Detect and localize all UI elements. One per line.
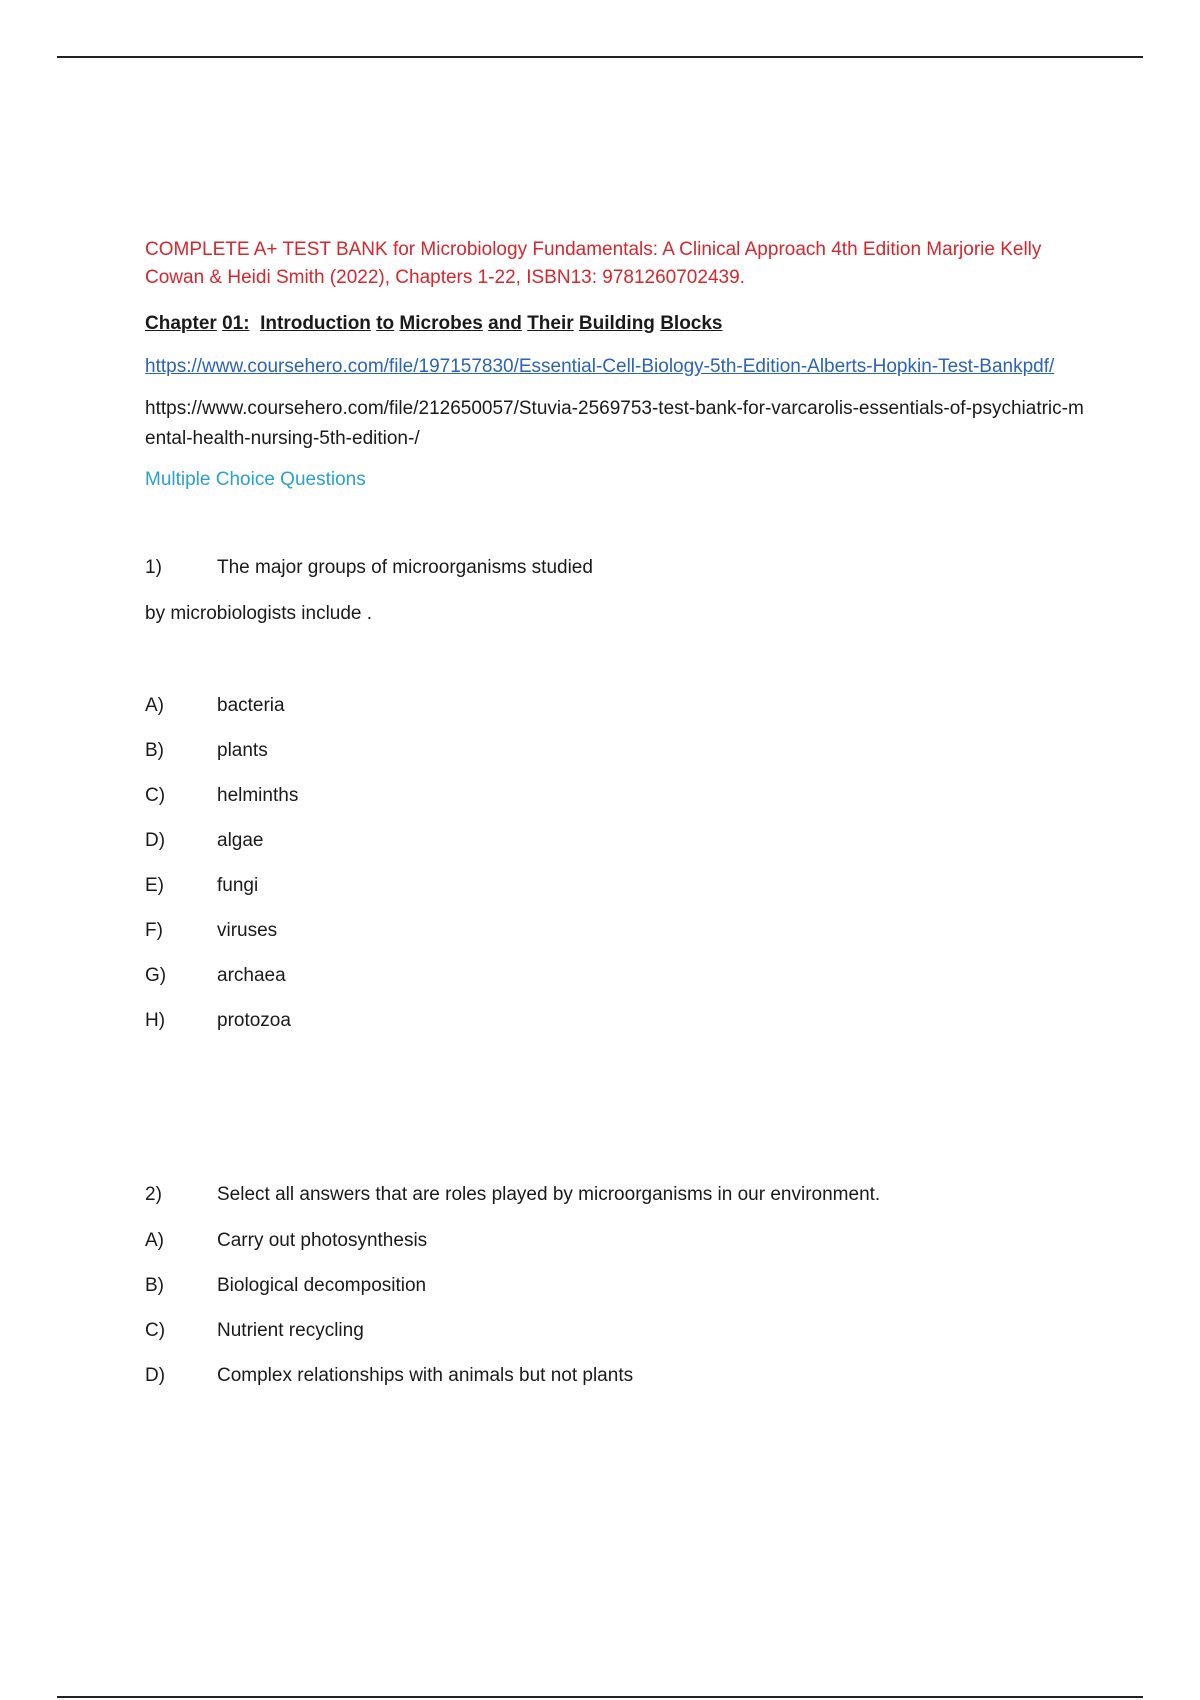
question-number: 1) [145, 557, 162, 578]
option-label: A) [145, 1230, 164, 1251]
option-text: archaea [217, 965, 286, 986]
option-row [145, 1362, 1085, 1390]
chapter-word: Blocks [660, 313, 723, 334]
chapter-word: Microbes [399, 313, 483, 334]
option-row [145, 1007, 1085, 1035]
option-row [145, 692, 1085, 720]
option-row [145, 872, 1085, 900]
coursehero-link[interactable]: https://www.coursehero.com/file/197157830/Essential-Cell-Biology-5th-Edition-Alberts-Hopkin-Test-Bankpdf/ [145, 356, 1055, 377]
option-row [145, 1227, 1085, 1255]
chapter-word: Introduction [260, 313, 371, 334]
option-text: Nutrient recycling [217, 1320, 364, 1341]
chapter-word: and [488, 313, 522, 334]
question-2 [145, 1181, 1085, 1209]
chapter-heading [145, 310, 1085, 338]
option-label: F) [145, 920, 163, 941]
option-row [145, 962, 1085, 990]
option-label: A) [145, 695, 164, 716]
option-label: H) [145, 1010, 166, 1031]
option-text: algae [217, 830, 264, 851]
option-text: plants [217, 740, 268, 761]
option-label: C) [145, 785, 166, 806]
option-text: Carry out photosynthesis [217, 1230, 428, 1251]
question-text: Select all answers that are roles played by microorganisms in our environment. [217, 1184, 881, 1205]
chapter-word: Building [578, 313, 655, 334]
question-1 [145, 554, 1085, 582]
document-body [145, 236, 1085, 1407]
option-label: D) [145, 830, 166, 851]
option-label: E) [145, 875, 164, 896]
option-row [145, 917, 1085, 945]
coursehero-url-text: https://www.coursehero.com/file/212650057/Stuvia-2569753-test-bank-for-varcarolis-essentials-of-psychiatric-mental-health-nursing-5th-edition-/ [145, 398, 1084, 449]
chapter-word: to [376, 313, 395, 334]
option-text: Biological decomposition [217, 1275, 427, 1296]
option-text: viruses [217, 920, 278, 941]
option-row [145, 782, 1085, 810]
chapter-word: 01: [222, 313, 250, 334]
chapter-word: Chapter [145, 313, 217, 334]
chapter-word: Their [527, 313, 574, 334]
option-row [145, 827, 1085, 855]
option-label: C) [145, 1320, 166, 1341]
header-rule [57, 56, 1143, 58]
question-2-options [145, 1227, 1085, 1390]
option-label: B) [145, 740, 164, 761]
option-row [145, 1272, 1085, 1300]
question-text: The major groups of microorganisms studied [217, 557, 593, 578]
option-text: helminths [217, 785, 299, 806]
document-title: COMPLETE A+ TEST BANK for Microbiology Fundamentals: A Clinical Approach 4th Edition Marjorie Kelly Cowan & Heidi Smith (2022), Chapters 1-22, ISBN13: 9781260702439. [145, 239, 1042, 288]
question-continuation: by microbiologists include . [145, 603, 373, 624]
question-number: 2) [145, 1184, 162, 1205]
option-label: D) [145, 1365, 166, 1386]
section-heading: Multiple Choice Questions [145, 469, 366, 490]
option-label: B) [145, 1275, 164, 1296]
option-row [145, 737, 1085, 765]
question-1-options [145, 692, 1085, 1035]
option-text: Complex relationships with animals but not plants [217, 1365, 634, 1386]
option-row [145, 1317, 1085, 1345]
option-text: fungi [217, 875, 259, 896]
option-label: G) [145, 965, 167, 986]
footer-rule [57, 1696, 1143, 1698]
option-text: protozoa [217, 1010, 291, 1031]
option-text: bacteria [217, 695, 285, 716]
